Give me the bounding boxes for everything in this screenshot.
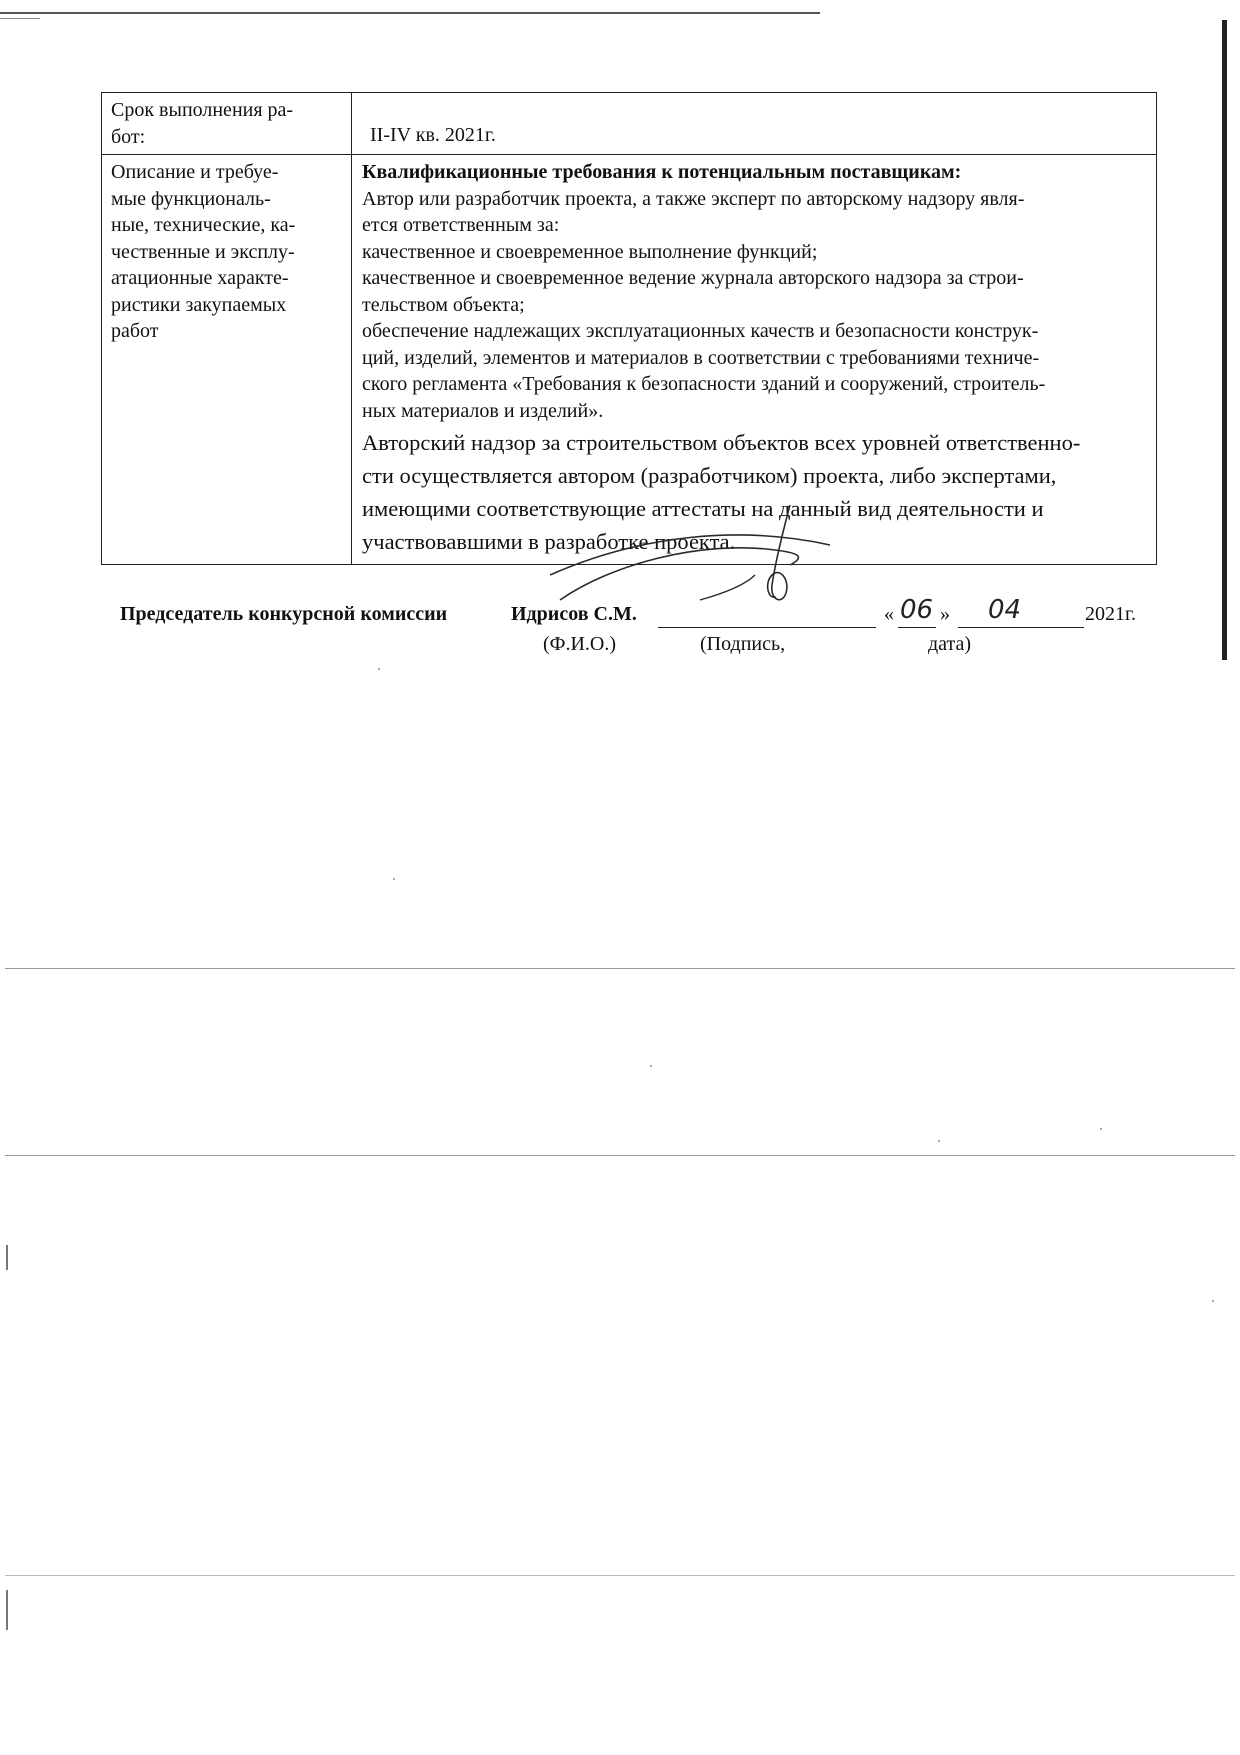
requirements-heading: Квалификационные требования к потенциальным поставщикам: (362, 161, 962, 183)
date-day: 06 (900, 595, 934, 625)
signature-blank (658, 603, 876, 628)
scan-edge-top (0, 12, 820, 14)
scan-speck (1212, 1300, 1214, 1302)
scan-speck (938, 1140, 940, 1142)
signature-line (120, 595, 1160, 643)
row-label (102, 155, 352, 565)
requirement-item: Автор или разработчик проекта, а также эксперт по авторскому надзору явля- ется ответственным за: (362, 187, 1025, 236)
table-row (102, 93, 1157, 155)
scan-speck (650, 1065, 652, 1067)
date-quote-close: » (940, 603, 950, 625)
scan-edge-left (6, 1590, 8, 1630)
row-value (352, 93, 1157, 155)
caption-date: дата) (928, 633, 972, 655)
table-row (102, 155, 1157, 565)
specification-table (101, 92, 1157, 565)
requirement-item: обеспечение надлежащих эксплуатационных качеств и безопасности конструк- ций, изделий, элементов и материалов в соответствии с требованиями техниче- ского регламента «Требования к безопасности зданий и сооружений, строитель- ных материалов и изделий». (362, 320, 1046, 422)
scan-speck (393, 878, 395, 880)
term-value: II-IV кв. 2021г. (370, 123, 496, 146)
date-year: 2021г. (1085, 603, 1136, 625)
scan-speck (378, 668, 380, 670)
chairman-name: Идрисов С.М. (511, 603, 637, 625)
chairman-title: Председатель конкурсной комиссии (120, 603, 448, 625)
caption-fio: (Ф.И.О.) (543, 633, 617, 655)
row-label (102, 93, 352, 155)
scan-fold-line (5, 968, 1235, 969)
description-label: Описание и требуе- мые функциональ- ные, технические, ка- чественные и эксплу- атационные характе- ристики закупаемых работ (111, 161, 296, 342)
scan-speck (1100, 1128, 1102, 1130)
date-quote-open: « (884, 603, 894, 625)
caption-signature: (Подпись, (700, 633, 786, 655)
requirement-item: качественное и своевременное выполнение функций; (362, 240, 818, 263)
scan-edge-top-mark (0, 18, 40, 19)
scan-edge-left (6, 1245, 8, 1270)
date-month: 04 (988, 595, 1022, 625)
row-value (352, 155, 1157, 565)
supervision-paragraph: Авторский надзор за строительством объектов всех уровней ответственно- сти осуществляется автором (разработчиком) проекта, либо экспертами, имеющими соответствующие аттестаты на данный вид деятельности и участвовавшими в разработке проекта. (362, 430, 1081, 554)
term-label: Срок выполнения ра- бот: (111, 99, 294, 148)
scan-edge-right (1222, 20, 1227, 660)
requirement-item: качественное и своевременное ведение журнала авторского надзора за строи- тельством объекта; (362, 267, 1024, 316)
scan-fold-line (5, 1155, 1235, 1156)
scan-fold-line (5, 1575, 1235, 1576)
day-blank (898, 603, 936, 628)
